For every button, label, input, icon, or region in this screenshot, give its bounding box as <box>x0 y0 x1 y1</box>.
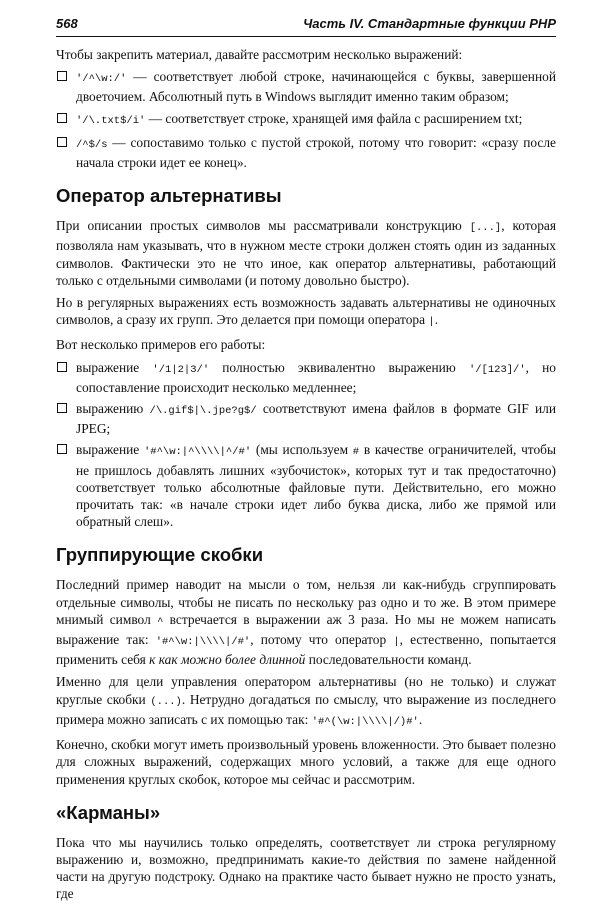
list-item <box>56 359 556 396</box>
text-run: встречается в выражении аж 3 раза. Но мы не можем написать выражение так: <box>56 611 556 648</box>
checkbox-bullet-icon <box>57 403 67 413</box>
text-run: , но сопоставление происходит несколько медленнее; <box>76 359 557 395</box>
checkbox-bullet-icon <box>57 113 67 123</box>
text-run: . Нетрудно догадаться по смыслу, что выражение из последнего примера можно записать с их помощью так: <box>56 691 556 727</box>
example-list <box>56 359 556 531</box>
text-run: выражению <box>76 401 150 417</box>
text-run: , естественно, попытается применить себя <box>56 632 556 668</box>
code-snippet: /^$/s <box>76 138 108 151</box>
emphasis-text: к как можно более длинной <box>149 652 306 668</box>
code-snippet: '/\.txt$/i' <box>76 114 146 127</box>
list-item-text: — соответствует любой строке, начинающейся с буквы, завершенной двоеточием. Абсолютный путь в Windows выглядит именно таким образом; <box>76 69 556 105</box>
paragraph <box>56 576 556 668</box>
text-run: . <box>418 711 423 727</box>
expression-list <box>56 68 556 171</box>
checkbox-bullet-icon <box>57 71 67 81</box>
code-snippet: '/1|2|3/' <box>152 363 210 376</box>
code-snippet: '/^\w:/' <box>76 73 127 86</box>
section-heading-grouping: Группирующие скобки <box>56 544 264 566</box>
code-snippet: (...) <box>150 695 182 708</box>
text-run: соответствуют имена файлов в формате GIF или JPEG; <box>76 401 556 437</box>
text-run: в качестве ограничителей, чтобы не пришлось добавлять лишних «зубочисток», которых тут и так предостаточно) соответствует только абсолютные файловые пути. Действительно, его можно прочитать так: «в начале строки идет либо буква диска, либо же прямой или обратный слеш». <box>76 442 556 530</box>
section-heading-pockets: «Карманы» <box>56 801 161 823</box>
text-run: , которая позволяла нам указывать, что в нужном месте строки должен стоять один из заданных символов. Фактически это не что иное, как оператор альтернативы, работающий только с отдельными символами (и потому довольно быстро). <box>56 218 556 288</box>
code-snippet: | <box>393 636 400 649</box>
list-item <box>56 400 556 437</box>
paragraph: Пока что мы научились только определять, соответствует ли строка регулярному выражению и, возможно, предпринимать какие-то действия по замене найденной части на другую подстроку. Однако на практике часто бывает нужно не просто узнать, где <box>56 834 556 902</box>
text-run: выражение <box>76 442 144 458</box>
paragraph <box>56 673 556 731</box>
list-item-text: — соответствует строке, хранящей имя файла с расширением txt; <box>145 110 523 126</box>
text-run: . <box>434 312 439 328</box>
text-run: Но в регулярных выражениях есть возможность задавать альтернативы не одиночных символов, а сразу их групп. Это делается при помощи оператора <box>56 295 556 328</box>
intro-paragraph: Чтобы закрепить материал, давайте рассмотрим несколько выражений: <box>56 47 463 62</box>
text-run: Именно для цели управления оператором альтернативы (но не только) и служат круглые скобки <box>56 674 556 707</box>
paragraph: Конечно, скобки могут иметь произвольный уровень вложенности. Это бывает полезно для сложных выражений, содержащих много условий, а также для еще одного применения круглых скобок, которое мы сейчас и рассмотрим. <box>56 737 556 787</box>
text-run: полностью эквивалентно выражению <box>209 359 469 375</box>
text-run: (мы используем <box>251 442 353 458</box>
paragraph: Вот несколько примеров его работы: <box>56 337 266 353</box>
list-item <box>56 134 556 171</box>
text-run: При описании простых символов мы рассматривали конструкцию <box>56 218 470 234</box>
list-item <box>56 68 556 105</box>
text-run: Последний пример наводит на мысли о том, нельзя ли как-нибудь сгруппировать отдельные символы, чтобы не писать по нескольку раз одно и то же. В этом примере мнимый символ <box>56 577 556 627</box>
code-snippet: # <box>352 446 360 459</box>
list-item <box>56 110 556 130</box>
code-snippet: '#^\w:|^\\\\|^/#' <box>144 446 252 459</box>
list-item-text: — сопоставимо только с пустой строкой, потому что говорит: «сразу после начала строки идет ее конец». <box>76 134 556 171</box>
code-snippet: '#^(\w:|\\\\|/)#' <box>311 715 419 728</box>
code-snippet: '/[123]/' <box>468 363 526 376</box>
text-run: , потому что оператор <box>250 632 394 648</box>
running-title: Часть IV. Стандартные функции PHP <box>303 16 556 31</box>
paragraph <box>56 217 556 289</box>
list-item <box>56 441 556 530</box>
checkbox-bullet-icon <box>57 444 67 454</box>
page-number: 568 <box>56 16 78 31</box>
checkbox-bullet-icon <box>57 137 67 147</box>
checkbox-bullet-icon <box>57 362 67 372</box>
page-body <box>56 46 556 908</box>
running-header <box>56 14 556 37</box>
paragraph <box>56 294 556 331</box>
section-heading-alternation: Оператор альтернативы <box>56 185 282 207</box>
text-run: выражение <box>76 359 153 375</box>
code-snippet: | <box>428 316 435 329</box>
code-snippet: ^ <box>157 615 164 628</box>
text-run: последовательности команд. <box>305 652 472 668</box>
code-snippet: /\.gif$|\.jpe?g$/ <box>149 405 257 418</box>
code-snippet: '#^\w:|\\\\|/#' <box>155 636 251 649</box>
code-snippet: [...] <box>469 222 502 235</box>
